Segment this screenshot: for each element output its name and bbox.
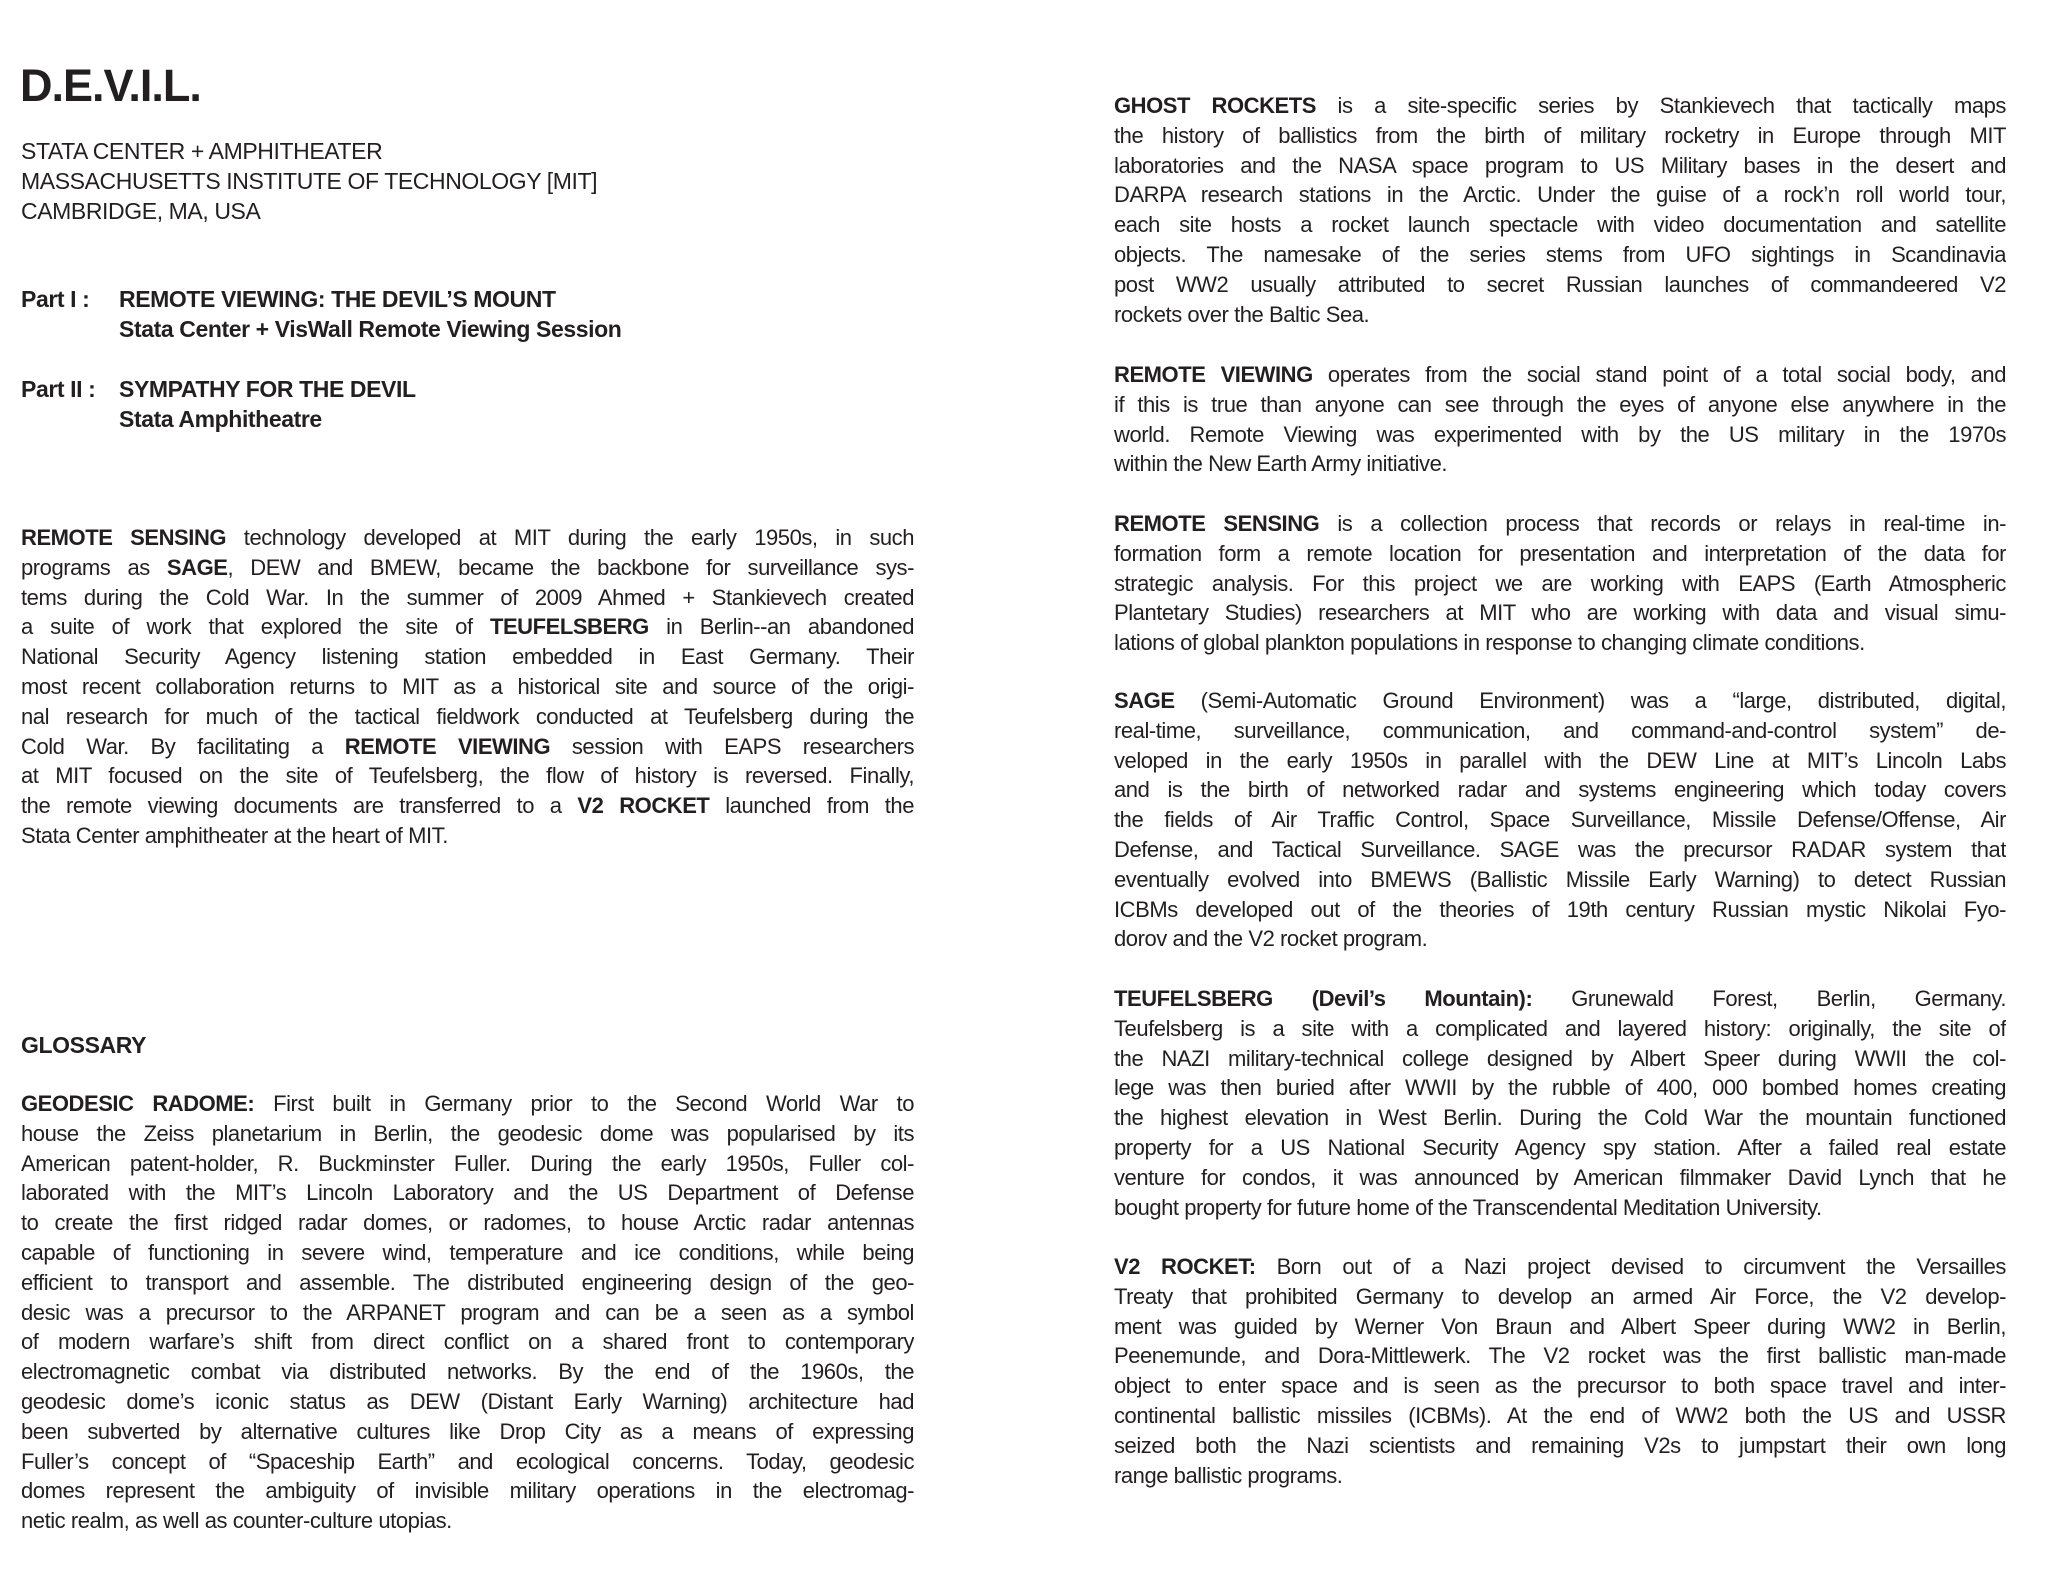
text-run: bought property for future home of the Transcendental Meditation University. [1114, 1194, 1822, 1220]
text-line [1114, 121, 2006, 151]
text-line [1114, 420, 2006, 450]
text-line [1114, 716, 2006, 746]
text-run: world. Remote Viewing was experimented with by the US military in the 1970s [1114, 421, 2006, 447]
text-line [1114, 1014, 2006, 1044]
text-line [1114, 1341, 2006, 1371]
text-line [1114, 1133, 2006, 1163]
text-line [1114, 1163, 2006, 1193]
text-run: most recent collaboration returns to MIT as a historical site and source of the origi- [21, 673, 914, 699]
text-run: capable of functioning in severe wind, temperature and ice conditions, while being [21, 1239, 914, 1265]
text-line [1114, 1103, 2006, 1133]
text-run: strategic analysis. For this project we are working with EAPS (Earth Atmospheric [1114, 570, 2006, 596]
text-line [21, 523, 914, 553]
glossary-entry-geodesic-radome [21, 1089, 914, 1536]
text-run: is a collection process that records or relays in real-time in- [1319, 511, 2006, 536]
text-run: property for a US National Security Agency spy station. After a failed real estate [1114, 1134, 2006, 1160]
text-run: venture for condos, it was announced by American filmmaker David Lynch that he [1114, 1164, 2006, 1190]
text-run: in Berlin--an abandoned [648, 614, 914, 640]
text-line [1114, 1044, 2006, 1074]
text-line [1114, 1282, 2006, 1312]
text-line [21, 1327, 914, 1357]
text-run: desic was a precursor to the ARPANET program and can be a seen as a symbol [21, 1299, 914, 1325]
program-parts [21, 284, 621, 464]
text-line [1114, 180, 2006, 210]
text-line [21, 821, 914, 851]
bold-term: REMOTE VIEWING [344, 733, 551, 759]
text-line [1114, 865, 2006, 895]
text-line [1114, 835, 2006, 865]
part-subtitle: Stata Center + VisWall Remote Viewing Session [119, 316, 622, 342]
text-line [1114, 775, 2006, 805]
part-2 [21, 374, 621, 434]
text-run: Treaty that prohibited Germany to develop an armed Air Force, the V2 develop- [1114, 1283, 2006, 1309]
text-run: laborated with the MIT’s Lincoln Laboratory and the US Department of Defense [21, 1180, 914, 1206]
text-line [1114, 598, 2006, 628]
part-title: SYMPATHY FOR THE DEVIL [119, 376, 416, 402]
intro-paragraph [21, 523, 914, 851]
text-line [1114, 509, 2006, 539]
bold-term: GEODESIC RADOME: [21, 1091, 255, 1116]
text-line [1114, 270, 2006, 300]
bold-term: REMOTE SENSING [1114, 511, 1320, 536]
text-line [1114, 628, 2006, 658]
text-line [1114, 300, 2006, 330]
text-line [1114, 686, 2006, 716]
text-run: eventually evolved into BMEWS (Ballistic Missile Early Warning) to detect Russian [1114, 866, 2006, 892]
glossary-entry-sage [1114, 686, 2006, 954]
text-run: lege was then buried after WWII by the rubble of 400, 000 bombed homes creating [1114, 1075, 2006, 1101]
text-run: ment was guided by Werner Von Braun and Albert Speer during WW2 in Berlin, [1114, 1313, 2006, 1339]
venue-line: STATA CENTER + AMPHITHEATER [21, 138, 383, 164]
bold-term: TEUFELSBERG (Devil’s Mountain): [1114, 986, 1533, 1011]
text-run: efficient to transport and assemble. The distributed engineering design of the geo- [21, 1269, 914, 1295]
text-run: operates from the social stand point of a total social body, and [1312, 362, 2006, 387]
text-run: Grunewald Forest, Berlin, Germany. [1532, 986, 2006, 1011]
bold-term: TEUFELSBERG [489, 614, 649, 640]
text-line [21, 583, 914, 613]
glossary-entry-remote-viewing [1114, 360, 2006, 479]
bold-term: GHOST ROCKETS [1114, 93, 1316, 118]
venue-line: CAMBRIDGE, MA, USA [21, 198, 261, 224]
text-line [21, 1417, 914, 1447]
text-run: netic realm, as well as counter-culture utopias. [21, 1508, 452, 1534]
part-1 [21, 284, 621, 344]
text-line [21, 642, 914, 672]
text-line [21, 702, 914, 732]
text-run: the remote viewing documents are transferred to a [21, 793, 578, 819]
text-line [21, 1089, 914, 1119]
text-run: range ballistic programs. [1114, 1462, 1343, 1488]
text-run: technology developed at MIT during the early 1950s, in such [226, 525, 914, 550]
text-run: and is the birth of networked radar and systems engineering which today covers [1114, 777, 2006, 803]
text-run: Fuller’s concept of “Spaceship Earth” and ecological concerns. Today, geodesic [21, 1448, 914, 1474]
text-run: electromagnetic combat via distributed networks. By the end of the 1960s, the [21, 1359, 914, 1385]
text-run: launched from the [709, 793, 914, 819]
bold-term: V2 ROCKET: [1114, 1254, 1256, 1279]
text-run: nal research for much of the tactical fieldwork conducted at Teufelsberg during the [21, 703, 914, 729]
text-run: objects. The namesake of the series stems from UFO sightings in Scandinavia [1114, 241, 2006, 267]
text-run: if this is true than anyone can see through the eyes of anyone else anywhere in the [1114, 391, 2006, 417]
text-line [21, 1447, 914, 1477]
text-run: (Semi-Automatic Ground Environment) was a “large, distributed, digital, [1174, 688, 2006, 713]
text-line [1114, 390, 2006, 420]
text-line [21, 1476, 914, 1506]
text-line [21, 1506, 914, 1536]
text-line [21, 732, 914, 762]
text-line [21, 791, 914, 821]
text-run: Plantetary Studies) researchers at MIT who are working with data and visual simu- [1114, 600, 2006, 626]
text-run: the fields of Air Traffic Control, Space Surveillance, Missile Defense/Offense, Air [1114, 807, 2006, 833]
text-line [1114, 1312, 2006, 1342]
text-line [21, 1119, 914, 1149]
text-line [1114, 924, 2006, 954]
text-run: house the Zeiss planetarium in Berlin, the geodesic dome was popularised by its [21, 1120, 914, 1146]
text-line [1114, 449, 2006, 479]
text-line [21, 1387, 914, 1417]
text-line [21, 1298, 914, 1328]
glossary-entry-v2-rocket [1114, 1252, 2006, 1490]
part-label: Part I : [21, 286, 90, 312]
text-run: Defense, and Tactical Surveillance. SAGE was the precursor RADAR system that [1114, 836, 2006, 862]
venue-line: MASSACHUSETTS INSTITUTE OF TECHNOLOGY [MIT] [21, 168, 598, 194]
text-line [1114, 895, 2006, 925]
text-run: DARPA research stations in the Arctic. Under the guise of a rock’n roll world tour, [1114, 182, 2006, 208]
text-run: , DEW and BMEW, became the backbone for surveillance sys- [227, 554, 914, 580]
text-run: object to enter space and is seen as the precursor to both space travel and inter- [1114, 1373, 2006, 1399]
text-line [21, 1208, 914, 1238]
text-run: Cold War. By facilitating a [21, 733, 345, 759]
text-line [1114, 91, 2006, 121]
text-line [1114, 1193, 2006, 1223]
text-run: dorov and the V2 rocket program. [1114, 926, 1428, 952]
text-run: domes represent the ambiguity of invisible military operations in the electromag- [21, 1478, 914, 1504]
text-run: laboratories and the NASA space program to US Military bases in the desert and [1114, 152, 2006, 178]
venue-block [21, 136, 597, 226]
text-line [21, 1149, 914, 1179]
text-line [1114, 805, 2006, 835]
glossary-entry-teufelsberg [1114, 984, 2006, 1222]
text-run: the NAZI military-technical college designed by Albert Speer during WWII the col- [1114, 1045, 2006, 1071]
glossary-entry-remote-sensing [1114, 509, 2006, 658]
text-line [1114, 1371, 2006, 1401]
text-run: Teufelsberg is a site with a complicated and layered history: originally, the site of [1114, 1015, 2006, 1041]
text-run: programs as [21, 554, 167, 580]
bold-term: SAGE [166, 554, 228, 580]
bold-term: REMOTE VIEWING [1114, 362, 1313, 387]
text-run: Stata Center amphitheater at the heart of MIT. [21, 822, 448, 848]
text-run: post WW2 usually attributed to secret Russian launches of commandeered V2 [1114, 271, 2006, 297]
text-line [1114, 1073, 2006, 1103]
text-line [1114, 360, 2006, 390]
document-title: D.E.V.I.L. [20, 60, 201, 111]
text-line [21, 1268, 914, 1298]
text-run: Born out of a Nazi project devised to circumvent the Versailles [1255, 1254, 2006, 1279]
text-line [21, 1178, 914, 1208]
part-title: REMOTE VIEWING: THE DEVIL’S MOUNT [119, 286, 556, 312]
bold-term: REMOTE SENSING [21, 525, 227, 550]
text-line [1114, 1431, 2006, 1461]
part-subtitle: Stata Amphitheatre [119, 406, 322, 432]
text-line [21, 1357, 914, 1387]
bold-term: V2 ROCKET [577, 793, 710, 819]
text-run: veloped in the early 1950s in parallel with the DEW Line at MIT’s Lincoln Labs [1114, 747, 2006, 773]
text-line [1114, 151, 2006, 181]
text-run: seized both the Nazi scientists and remaining V2s to jumpstart their own long [1114, 1432, 2006, 1458]
text-line [21, 761, 914, 791]
text-run: real-time, surveillance, communication, and command-and-control system” de- [1114, 717, 2006, 743]
text-line [1114, 210, 2006, 240]
part-label: Part II : [21, 376, 96, 402]
text-run: each site hosts a rocket launch spectacle with video documentation and satellite [1114, 212, 2006, 238]
text-run: National Security Agency listening station embedded in East Germany. Their [21, 644, 914, 670]
text-line [1114, 569, 2006, 599]
text-run: continental ballistic missiles (ICBMs). At the end of WW2 both the US and USSR [1114, 1402, 2006, 1428]
text-run: ICBMs developed out of the theories of 19th century Russian mystic Nikolai Fyo- [1114, 896, 2006, 922]
text-line [21, 672, 914, 702]
text-line [21, 553, 914, 583]
text-run: within the New Earth Army initiative. [1114, 451, 1448, 477]
text-run: of modern warfare’s shift from direct conflict on a shared front to contemporary [21, 1329, 914, 1355]
text-run: Peenemunde, and Dora-Mittlewerk. The V2 rocket was the first ballistic man-made [1114, 1343, 2006, 1369]
text-run: to create the first ridged radar domes, or radomes, to house Arctic radar antennas [21, 1210, 914, 1236]
text-line [1114, 1461, 2006, 1491]
text-line [1114, 539, 2006, 569]
bold-term: SAGE [1114, 688, 1175, 713]
text-line [1114, 746, 2006, 776]
text-line [1114, 984, 2006, 1014]
text-run: been subverted by alternative cultures like Drop City as a means of expressing [21, 1418, 914, 1444]
text-run: formation form a remote location for presentation and interpretation of the data for [1114, 540, 2006, 566]
text-run: the highest elevation in West Berlin. During the Cold War the mountain functioned [1114, 1105, 2006, 1131]
text-line [1114, 1252, 2006, 1282]
ghost-rockets-paragraph [1114, 91, 2006, 329]
text-line [21, 1238, 914, 1268]
text-run: tems during the Cold War. In the summer of 2009 Ahmed + Stankievech created [21, 584, 914, 610]
text-run: is a site-specific series by Stankievech that tactically maps [1315, 93, 2006, 118]
text-line [1114, 1401, 2006, 1431]
text-run: First built in Germany prior to the Second World War to [254, 1091, 914, 1116]
text-run: at MIT focused on the site of Teufelsberg, the flow of history is reversed. Finally, [21, 763, 914, 789]
text-line [1114, 240, 2006, 270]
text-run: the history of ballistics from the birth of military rocketry in Europe through MIT [1114, 122, 2006, 148]
text-run: session with EAPS researchers [550, 733, 914, 759]
text-line [21, 612, 914, 642]
text-run: American patent-holder, R. Buckminster Fuller. During the early 1950s, Fuller col- [21, 1150, 914, 1176]
text-run: rockets over the Baltic Sea. [1114, 301, 1370, 327]
text-run: a suite of work that explored the site of [21, 614, 490, 640]
glossary-heading: GLOSSARY [21, 1032, 147, 1058]
text-run: geodesic dome’s iconic status as DEW (Distant Early Warning) architecture had [21, 1388, 914, 1414]
text-run: lations of global plankton populations in response to changing climate conditions. [1114, 630, 1865, 656]
